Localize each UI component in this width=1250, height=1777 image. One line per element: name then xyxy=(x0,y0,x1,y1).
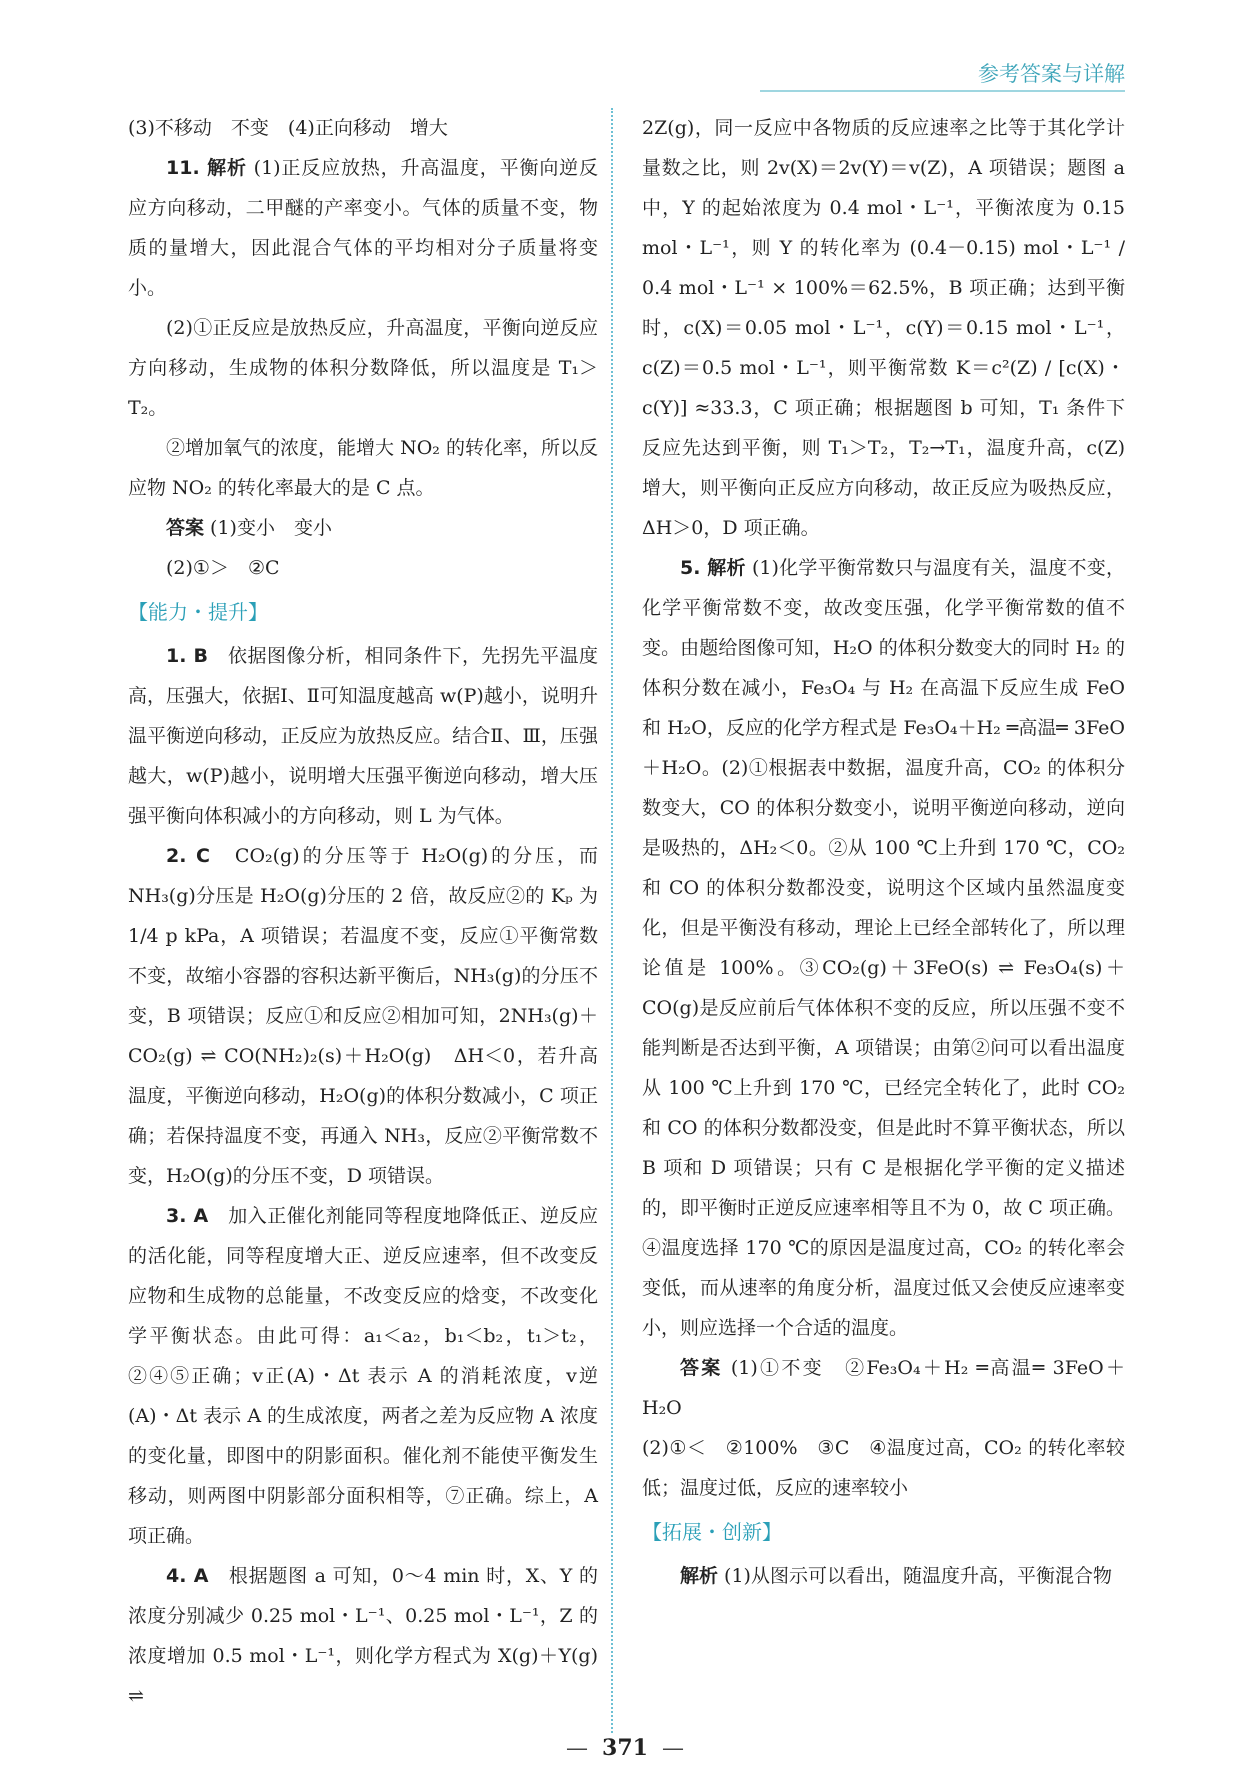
page-header xyxy=(760,58,1125,92)
answer-item xyxy=(642,548,1125,1348)
item-label: 1. B xyxy=(166,645,209,667)
answer-item xyxy=(642,1348,1125,1428)
item-label: 答案 xyxy=(166,517,205,539)
item-label: 解析 xyxy=(680,1565,719,1587)
answer-item xyxy=(128,148,598,308)
item-label: 5. 解析 xyxy=(680,557,746,579)
item-text: (1)①不变 ②Fe₃O₄＋H₂ ═高温═ 3FeO＋H₂O xyxy=(642,1357,1125,1419)
item-label: 4. A xyxy=(166,1565,209,1587)
item-text: CO₂(g)的分压等于 H₂O(g)的分压，而 NH₃(g)分压是 H₂O(g)分压的 2 倍，故反应②的 Kₚ 为 1/4 p kPa，A 项错误；若温度不变，反应①平衡常数不变，故缩小容器的容积达新平衡后，NH₃(g)的分压不变，B 项错误；反应①和反应②相加可知，2NH₃(g)＋CO₂(g) ⇌ CO(NH₂)₂(s)＋H₂O(g) ΔH＜0，若升高温度，平衡逆向移动，H₂O(g)的体积分数减小，C 项正确；若保持温度不变，再通入 NH₃，反应②平衡常数不变，H₂O(g)的分压不变，D 项错误。 xyxy=(128,845,598,1187)
paragraph: (2)①＞ ②C xyxy=(166,557,280,579)
answer-item xyxy=(128,508,598,548)
header-rule xyxy=(760,90,1125,92)
item-text: (1)化学平衡常数只与温度有关，温度不变，化学平衡常数不变，故改变压强，化学平衡常数的值不变。由题给图像可知，H₂O 的体积分数变大的同时 H₂ 的体积分数在减小，Fe₃O₄ 与 H₂ 在高温下反应生成 FeO 和 H₂O，反应的化学方程式是 Fe₃O₄＋H₂ ═高温═ 3FeO＋H₂O。(2)①根据表中数据，温度升高，CO₂ 的体积分数变大，CO 的体积分数变小，说明平衡逆向移动，逆向是吸热的，ΔH₂＜0。②从 100 ℃上升到 170 ℃，CO₂ 和 CO 的体积分数都没变，说明这个区域内虽然温度变化，但是平衡没有移动，理论上已经全部转化了，所以理论值是 100%。③CO₂(g)＋3FeO(s) ⇌ Fe₃O₄(s)＋CO(g)是反应前后气体体积不变的反应，所以压强不变不能判断是否达到平衡，A 项错误；由第②问可以看出温度从 100 ℃上升到 170 ℃，已经完全转化了，此时 CO₂ 和 CO 的体积分数都没变，但是此时不算平衡状态，所以 B 项和 D 项错误；只有 C 是根据化学平衡的定义描述的，即平衡时正逆反应速率相等且不为 0，故 C 项正确。④温度选择 170 ℃的原因是温度过高，CO₂ 的转化率会变低，而从速率的角度分析，温度过低又会使反应速率变小，则应选择一个合适的温度。 xyxy=(642,557,1125,1339)
item-text: (1)从图示可以看出，随温度升高，平衡混合物 xyxy=(718,1565,1112,1587)
section-heading: 【拓展・创新】 xyxy=(642,1520,782,1544)
answer-item xyxy=(128,836,598,1196)
paragraph: (2)①正反应是放热反应，升高温度，平衡向逆反应方向移动，生成物的体积分数降低，所以温度是 T₁＞T₂。 xyxy=(128,317,598,419)
answer-item xyxy=(128,636,598,836)
right-column xyxy=(642,108,1125,1596)
paragraph: 2Z(g)，同一反应中各物质的反应速率之比等于其化学计量数之比，则 2v(X)＝2v(Y)＝v(Z)，A 项错误；题图 a 中，Y 的起始浓度为 0.4 mol・L⁻¹，平衡浓度为 0.15 mol・L⁻¹，则 Y 的转化率为 (0.4－0.15) mol・L⁻¹ / 0.4 mol・L⁻¹ × 100%＝62.5%，B 项正确；达到平衡时，c(X)＝0.05 mol・L⁻¹，c(Y)＝0.15 mol・L⁻¹，c(Z)＝0.5 mol・L⁻¹，则平衡常数 K＝c²(Z) / [c(X)・c(Y)] ≈33.3，C 项正确；根据题图 b 可知，T₁ 条件下反应先达到平衡，则 T₁＞T₂，T₂→T₁，温度升高，c(Z)增大，则平衡向正反应方向移动，故正反应为吸热反应，ΔH＞0，D 项正确。 xyxy=(642,117,1125,539)
item-text: 依据图像分析，相同条件下，先拐先平温度高，压强大，依据Ⅰ、Ⅱ可知温度越高 w(P)越小，说明升温平衡逆向移动，正反应为放热反应。结合Ⅱ、Ⅲ，压强越大，w(P)越小，说明增大压强平衡逆向移动，增大压强平衡向体积减小的方向移动，则 L 为气体。 xyxy=(128,645,598,827)
paragraph: (2)①＜ ②100% ③C ④温度过高，CO₂ 的转化率较低；温度过低，反应的速率较小 xyxy=(642,1437,1125,1499)
page-number: 371 xyxy=(602,1735,648,1761)
section-heading: 【能力・提升】 xyxy=(128,600,268,624)
header-title: 参考答案与详解 xyxy=(978,62,1125,86)
item-text: (1)正反应放热，升高温度，平衡向逆反应方向移动，二甲醚的产率变小。气体的质量不变，物质的量增大，因此混合气体的平均相对分子质量将变小。 xyxy=(128,157,598,299)
item-label: 2. C xyxy=(166,845,210,867)
answer-item xyxy=(642,1556,1125,1596)
left-column xyxy=(128,108,598,1716)
item-label: 3. A xyxy=(166,1205,209,1227)
item-text: 加入正催化剂能同等程度地降低正、逆反应的活化能，同等程度增大正、逆反应速率，但不改变反应物和生成物的总能量，不改变反应的焓变，不改变化学平衡状态。由此可得：a₁＜a₂，b₁＜b₂，t₁＞t₂，②④⑤正确；v正(A)・Δt 表示 A 的消耗浓度，v逆(A)・Δt 表示 A 的生成浓度，两者之差为反应物 A 浓度的变化量，即图中的阴影面积。催化剂不能使平衡发生移动，则两图中阴影部分面积相等，⑦正确。综上，A 项正确。 xyxy=(128,1205,598,1547)
page-footer: — 371 — xyxy=(566,1735,684,1761)
item-label: 11. 解析 xyxy=(166,157,247,179)
answer-item xyxy=(128,1556,598,1716)
answer-item xyxy=(128,1196,598,1556)
paragraph: ②增加氧气的浓度，能增大 NO₂ 的转化率，所以反应物 NO₂ 的转化率最大的是 C 点。 xyxy=(128,437,598,499)
item-text: (1)变小 变小 xyxy=(204,517,332,539)
item-label: 答案 xyxy=(680,1357,723,1379)
paragraph: (3)不移动 不变 (4)正向移动 增大 xyxy=(128,117,448,139)
column-divider xyxy=(611,108,613,1733)
item-text: 根据题图 a 可知，0～4 min 时，X、Y 的浓度分别减少 0.25 mol・L⁻¹、0.25 mol・L⁻¹，Z 的浓度增加 0.5 mol・L⁻¹，则化学方程式为 X(g)＋Y(g) ⇌ xyxy=(128,1565,598,1707)
